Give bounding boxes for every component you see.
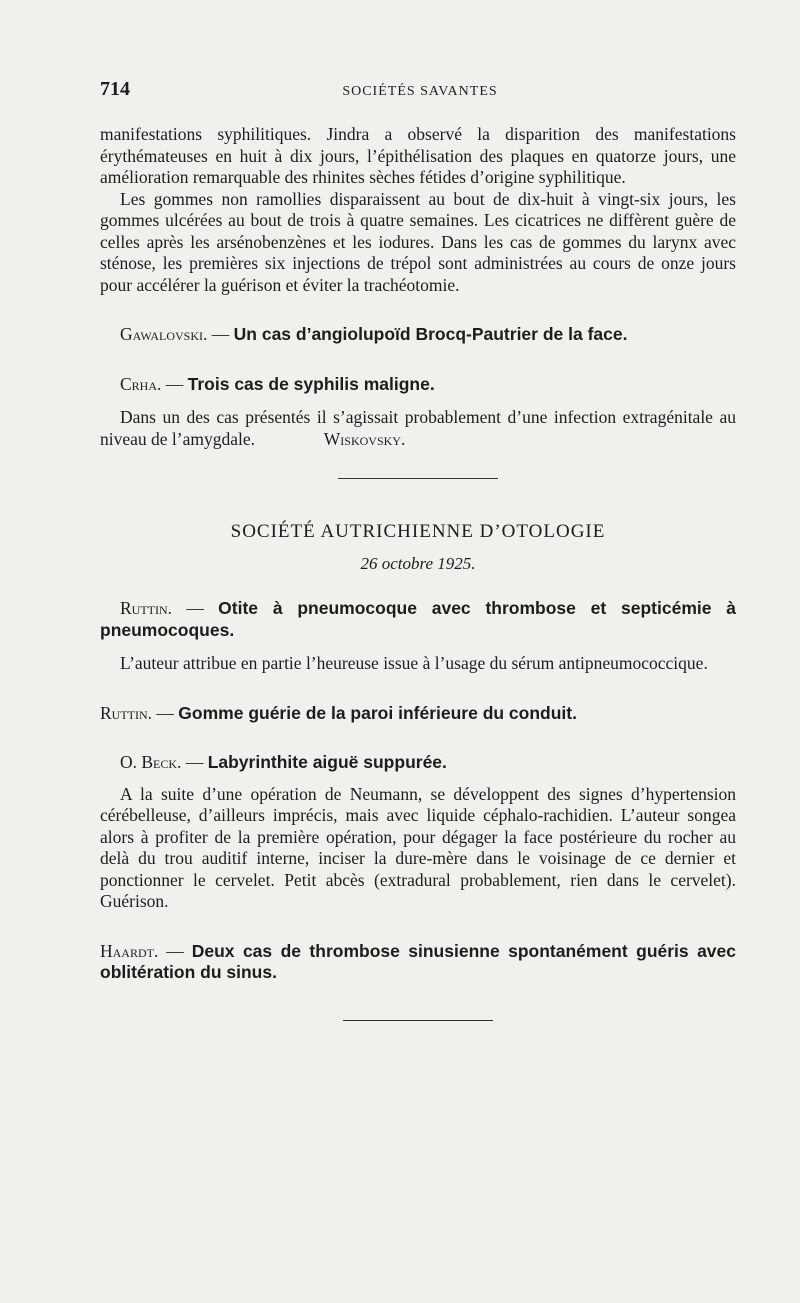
entry-title: Gomme guérie de la paroi inférieure du conduit.: [178, 702, 577, 723]
page-header: [100, 78, 740, 108]
entry-title: Otite à pneumocoque avec thrombose et septicémie à pneumocoques.: [100, 598, 737, 640]
entry-separator: —: [152, 702, 179, 723]
entry-separator: —: [207, 324, 234, 344]
entry-separator: —: [158, 940, 192, 961]
entry-title: Un cas d’angiolupoïd Brocq-Pautrier de la face.: [233, 324, 628, 344]
entry-separator: —: [161, 373, 188, 394]
signature: Wiskovsky.: [323, 428, 406, 449]
entry-author: Haardt.: [100, 940, 159, 961]
entry-author: O. Beck.: [120, 752, 182, 772]
entry-beck: [100, 752, 736, 774]
entry-ruttin-2: [100, 703, 736, 725]
entry-crha: [100, 374, 736, 396]
paragraph-crha-body: [100, 407, 736, 450]
page-number: 714: [100, 78, 130, 100]
section-title: SOCIÉTÉ AUTRICHIENNE D’OTOLOGIE: [230, 521, 606, 542]
entry-gawalovski: [100, 324, 736, 346]
entry-separator: —: [172, 598, 219, 618]
paragraph-beck-body: A la suite d’une opération de Neumann, se développent des signes d’hypertension cérébelleuse, d’ailleurs imprécis, mais avec liquide céphalo-rachidien. L’auteur songea alors à profiter de la première opération, pour dégager la face postérieure du rocher au delà du trou auditif interne, inciser la dure-mère dans le voisinage de ce dernier et ponctionner le cervelet. Petit abcès (extradural probablement, rien dans le cervelet). Guérison.: [100, 783, 736, 911]
running-head: SOCIÉTÉS SAVANTES: [342, 84, 498, 99]
entry-title: Trois cas de syphilis maligne.: [187, 373, 435, 394]
entry-title: Deux cas de thrombose sinusienne spontanément guéris avec oblitération du sinus.: [100, 940, 736, 982]
entry-haardt: [100, 941, 736, 984]
crha-body-text: Dans un des cas présentés il s’agissait probablement d’une infection extragénitale au niveau de l’amygdale.: [100, 407, 736, 449]
paragraph-ruttin-1-body: L’auteur attribue en partie l’heureuse issue à l’usage du sérum antipneumococcique.: [120, 653, 708, 673]
paragraph-jindra: manifestations syphilitiques. Jindra a observé la disparition des manifestations érythémateuses en huit à dix jours, l’épithélisation des plaques en quatorze jours, une amélioration remarquable des rhinites sèches fétides d’origine syphilitique.: [100, 124, 736, 187]
paragraph-gommes: Les gommes non ramollies disparaissent au bout de dix-huit à vingt-six jours, les gommes ulcérées au bout de trois à quatre semaines. Les cicatrices ne diffèrent guère de celles après les arsénobenzènes et les iodures. Dans les cas de gommes du larynx avec sténose, les premières six injections de trépol sont administrées au cours de onze jours pour accélérer la guérison et éviter la trachéotomie.: [100, 188, 736, 295]
entry-author: Ruttin.: [100, 702, 153, 723]
entry-author: Gawalovski.: [120, 324, 208, 344]
page-content: [100, 124, 736, 1021]
section-date: 26 octobre 1925.: [360, 553, 476, 573]
separator-rule-bottom: [343, 1020, 493, 1021]
entry-title: Labyrinthite aiguë suppurée.: [207, 752, 447, 772]
entry-separator: —: [181, 752, 208, 772]
entry-author: Ruttin.: [120, 598, 173, 618]
entry-ruttin-1: [100, 598, 736, 641]
entry-author: Crha.: [120, 373, 162, 394]
